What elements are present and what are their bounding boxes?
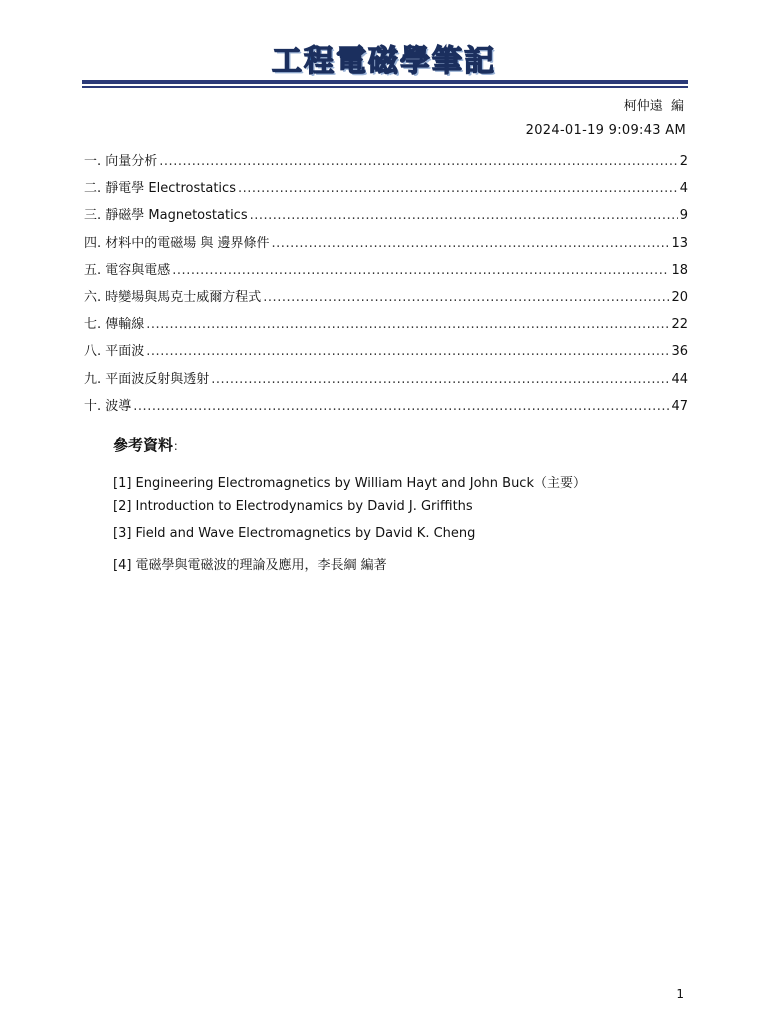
toc-page: 13 — [671, 235, 688, 251]
toc-entry[interactable] — [84, 204, 688, 231]
toc-label: 電容與電感 — [105, 262, 171, 278]
toc-number: 六. — [84, 289, 102, 305]
toc-page: 2 — [679, 154, 688, 169]
date-timestamp: 2024-01-19 9:09:43 AM — [525, 123, 686, 138]
title-divider — [82, 80, 688, 88]
toc-number: 三. — [84, 208, 102, 224]
toc-leader — [159, 154, 677, 169]
toc-number: 二. — [84, 181, 102, 197]
toc-entry[interactable] — [84, 150, 688, 177]
toc-leader — [172, 263, 669, 278]
toc-number: 四. — [84, 235, 102, 251]
toc-leader — [238, 181, 678, 196]
toc-entry[interactable] — [84, 395, 688, 422]
toc-page: 44 — [671, 371, 688, 387]
toc-number: 八. — [84, 344, 102, 360]
toc-page: 22 — [671, 317, 688, 333]
reference-item: [4] 電磁學與電磁波的理論及應用，李長綱 編著 — [113, 557, 387, 573]
toc-number: 九. — [84, 371, 102, 387]
toc-page: 9 — [679, 208, 688, 224]
toc-entry[interactable] — [84, 286, 688, 313]
toc-label: 波導 — [105, 398, 132, 414]
toc-label: 時變場與馬克士威爾方程式 — [105, 289, 262, 305]
toc-entry[interactable] — [84, 368, 688, 395]
toc-label: 材料中的電磁場 與 邊界條件 — [105, 235, 270, 251]
toc-leader — [146, 344, 669, 359]
toc-label: 靜磁學 Magnetostatics — [105, 208, 248, 224]
toc-label: 靜電學 Electrostatics — [105, 181, 236, 197]
toc-page: 36 — [671, 344, 688, 360]
toc-label: 向量分析 — [105, 154, 158, 169]
toc-label: 平面波 — [105, 344, 145, 360]
toc-page: 18 — [671, 262, 688, 278]
toc-label: 傳輸線 — [105, 317, 145, 333]
toc-leader — [133, 399, 669, 414]
toc-number: 七. — [84, 317, 102, 333]
toc-page: 47 — [671, 398, 688, 414]
toc-leader — [263, 290, 669, 305]
toc-leader — [250, 208, 678, 223]
toc-page: 20 — [671, 289, 688, 305]
toc-number: 一. — [84, 154, 102, 169]
toc-leader — [211, 372, 669, 387]
reference-item: [2] Introduction to Electrodynamics by David J. Griffiths — [113, 499, 473, 515]
toc-leader — [272, 236, 670, 251]
references-list — [113, 472, 586, 581]
references-heading — [113, 434, 185, 455]
references-heading-colon: ： — [173, 439, 186, 453]
toc-number: 十. — [84, 398, 102, 414]
page-number: 1 — [676, 987, 684, 1001]
reference-item: [1] Engineering Electromagnetics by William Hayt and John Buck（主要） — [113, 476, 586, 491]
document-title: 工程電磁學筆記 — [272, 44, 496, 79]
toc-label: 平面波反射與透射 — [105, 371, 210, 387]
toc-entry[interactable] — [84, 313, 688, 340]
toc-number: 五. — [84, 262, 102, 278]
table-of-contents — [84, 150, 688, 422]
toc-leader — [146, 317, 669, 332]
toc-entry[interactable] — [84, 177, 688, 204]
editor-name: 柯仲遠 編 — [623, 99, 684, 114]
toc-entry[interactable] — [84, 259, 688, 286]
references-heading-text: 參考資料 — [113, 436, 174, 454]
toc-page: 4 — [679, 181, 688, 197]
reference-item: [3] Field and Wave Electromagnetics by David K. Cheng — [113, 526, 476, 542]
toc-entry[interactable] — [84, 232, 688, 259]
toc-entry[interactable] — [84, 340, 688, 367]
